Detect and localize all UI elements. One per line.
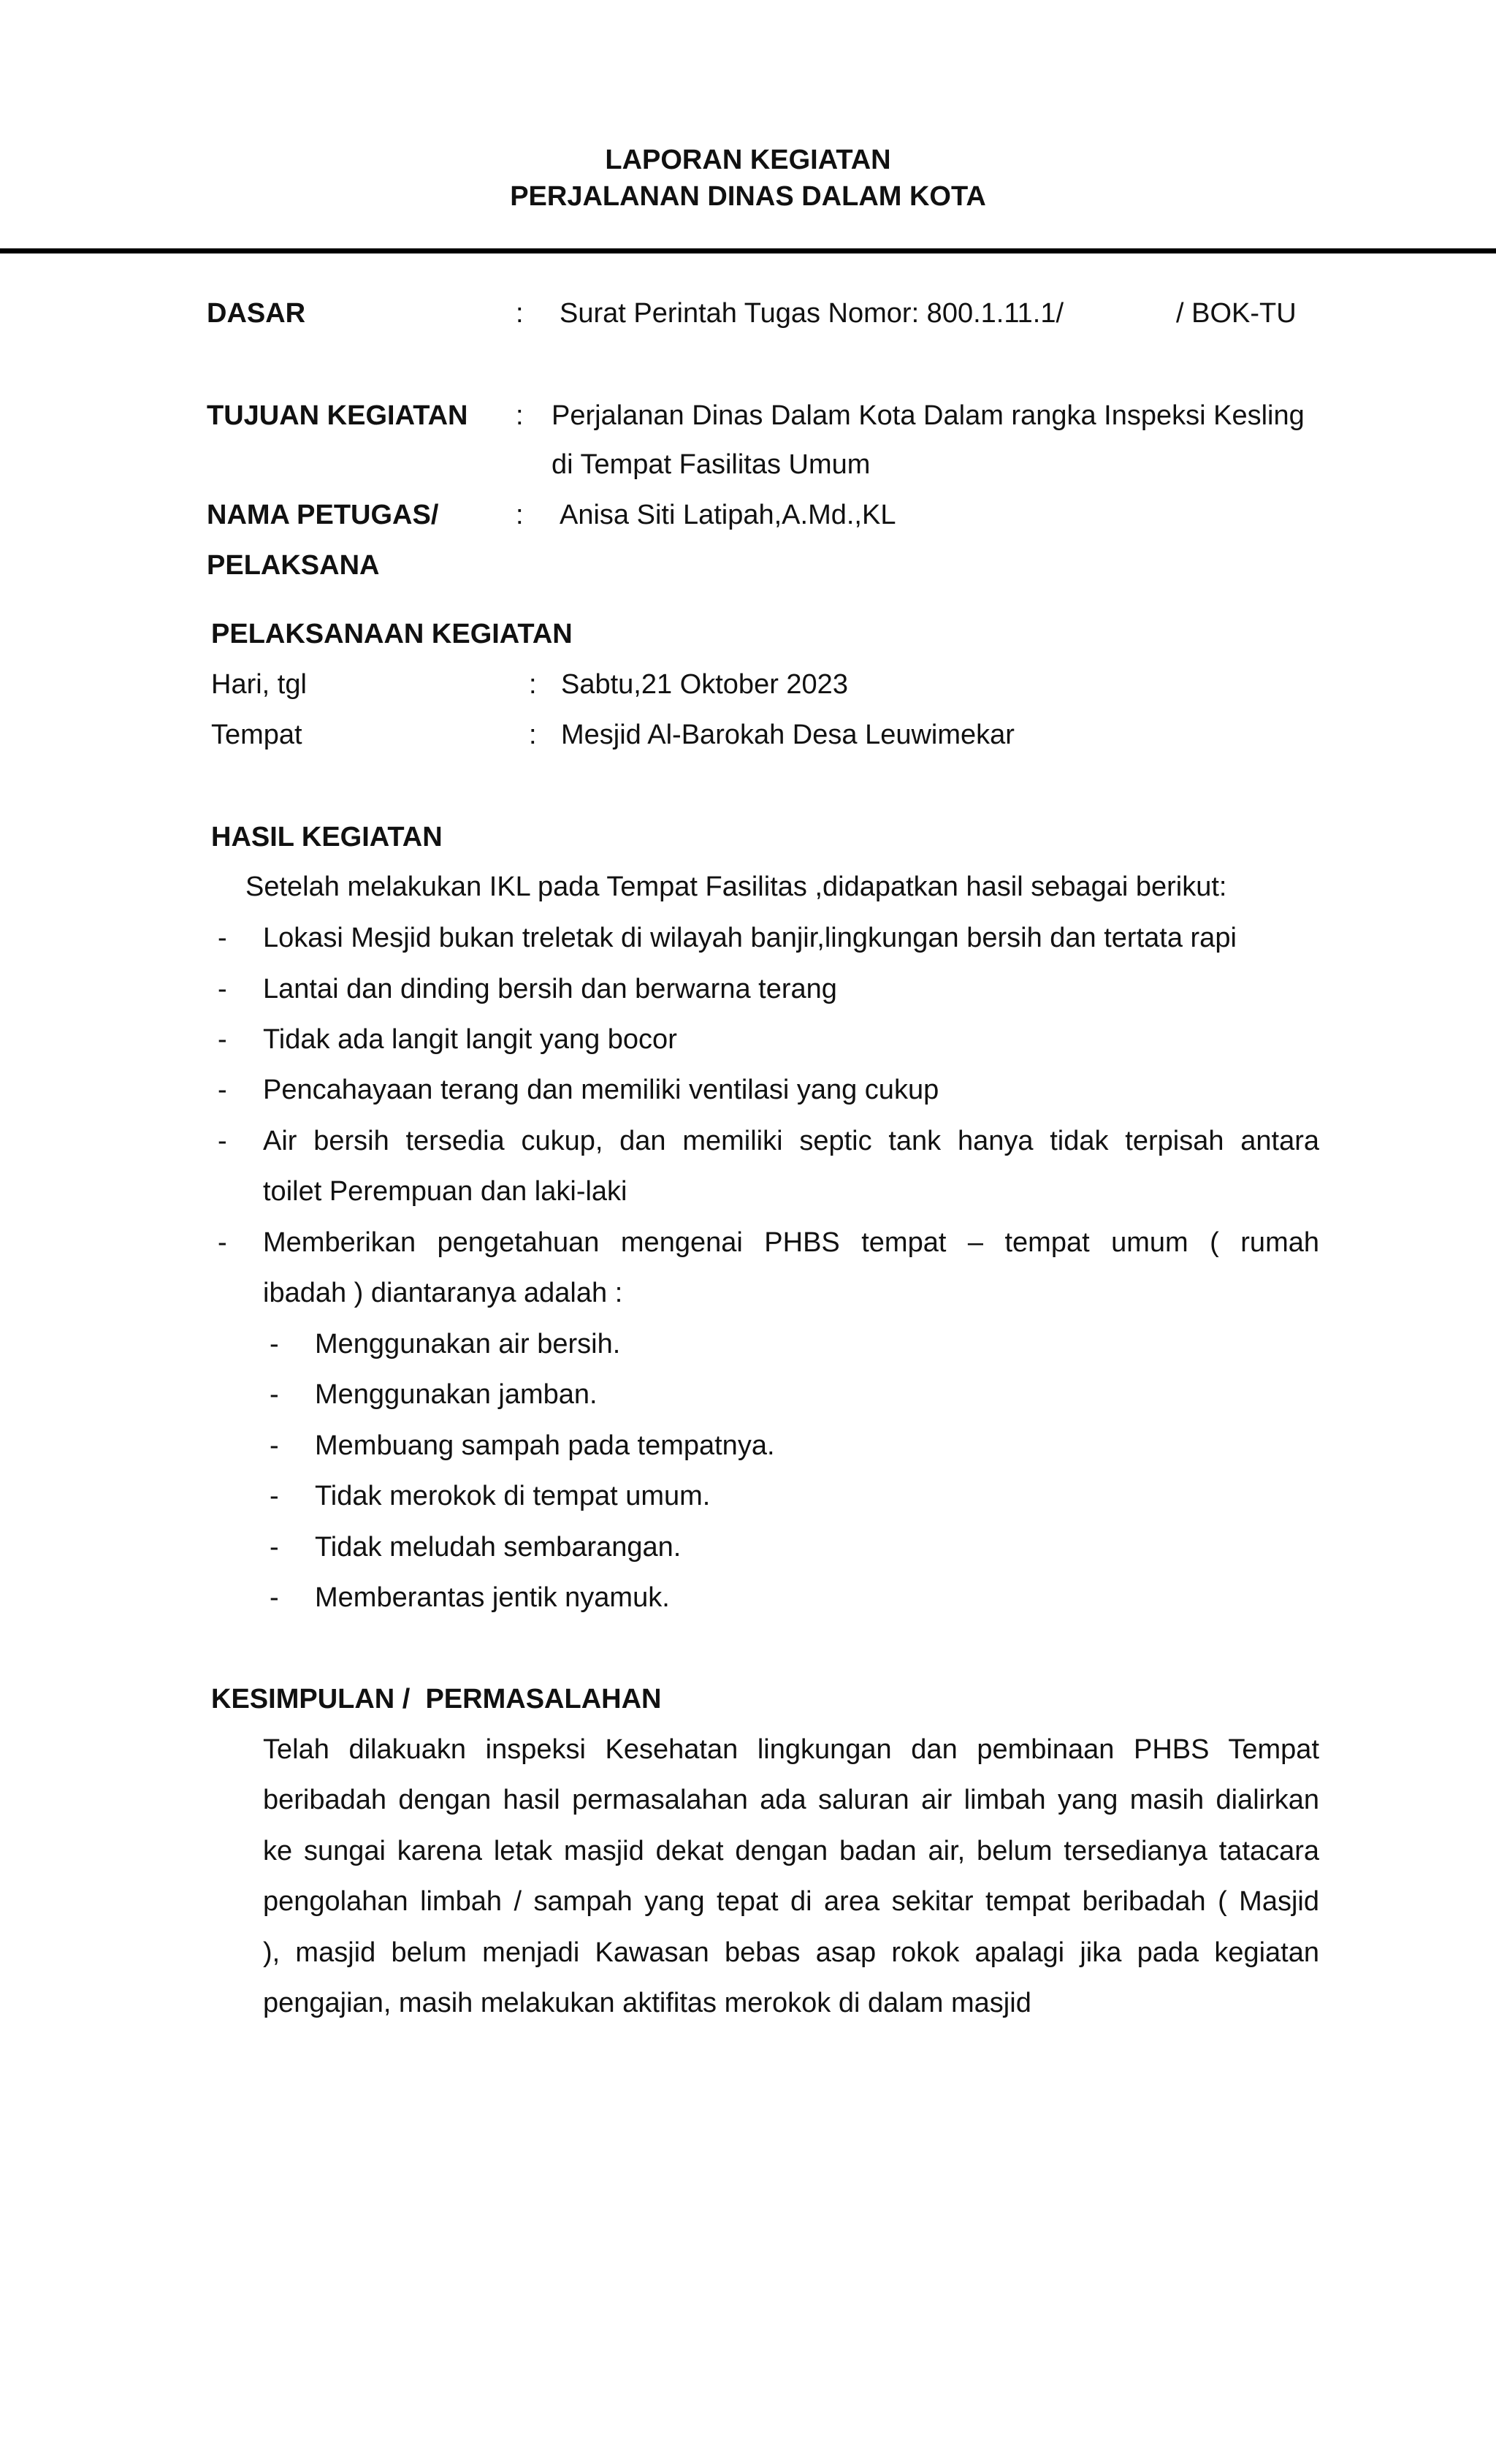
tujuan-value-line2: di Tempat Fasilitas Umum xyxy=(552,449,871,480)
sublist-item: Memberantas jentik nyamuk. xyxy=(315,1582,670,1613)
tempat-label: Tempat xyxy=(211,720,302,750)
sublist-item: Menggunakan jamban. xyxy=(315,1379,598,1410)
kesimpulan-line: ke sungai karena letak masjid dekat dengan badan air, belum tersedianya tatacara xyxy=(263,1836,1319,1866)
kesimpulan-heading: KESIMPULAN / PERMASALAHAN xyxy=(211,1684,662,1714)
sublist-item: Tidak meludah sembarangan. xyxy=(315,1532,682,1563)
hasil-intro: Setelah melakukan IKL pada Tempat Fasilitas ,didapatkan hasil sebagai berikut: xyxy=(245,871,1227,902)
report-title-line1: LAPORAN KEGIATAN xyxy=(605,145,891,175)
tujuan-value-line1: Perjalanan Dinas Dalam Kota Dalam rangka Inspeksi Kesling xyxy=(552,400,1305,431)
list-item-line2: ibadah ) diantaranya adalah : xyxy=(263,1278,623,1308)
sublist-item: Tidak merokok di tempat umum. xyxy=(315,1481,711,1511)
tujuan-colon: : xyxy=(516,400,524,431)
list-item-dash: - xyxy=(218,1126,227,1156)
sublist-item-dash: - xyxy=(270,1582,279,1613)
list-item-dash: - xyxy=(218,1075,227,1105)
hari-label: Hari, tgl xyxy=(211,669,307,700)
hari-colon: : xyxy=(529,669,537,700)
sublist-item-dash: - xyxy=(270,1481,279,1511)
kesimpulan-line: pengolahan limbah / sampah yang tepat di area sekitar tempat beribadah ( Masjid xyxy=(263,1886,1319,1917)
pelaksanaan-heading: PELAKSANAAN KEGIATAN xyxy=(211,619,573,649)
sublist-item-dash: - xyxy=(270,1532,279,1563)
dasar-label: DASAR xyxy=(207,298,306,329)
list-item-dash: - xyxy=(218,923,227,953)
sublist-item-dash: - xyxy=(270,1430,279,1461)
hasil-heading: HASIL KEGIATAN xyxy=(211,822,443,853)
petugas-label-line2: PELAKSANA xyxy=(207,550,380,581)
list-item-line2: toilet Perempuan dan laki-laki xyxy=(263,1176,627,1207)
list-item: Lantai dan dinding bersih dan berwarna terang xyxy=(263,974,837,1004)
sublist-item-dash: - xyxy=(270,1329,279,1359)
list-item-line1: Memberikan pengetahuan mengenai PHBS tempat – tempat umum ( rumah xyxy=(263,1227,1319,1258)
dasar-value: Surat Perintah Tugas Nomor: 800.1.11.1/ xyxy=(560,298,1064,329)
list-item: Lokasi Mesjid bukan treletak di wilayah banjir,lingkungan bersih dan tertata rapi xyxy=(263,923,1237,953)
list-item: Pencahayaan terang dan memiliki ventilasi yang cukup xyxy=(263,1075,939,1105)
list-item-dash: - xyxy=(218,1227,227,1258)
hari-value: Sabtu,21 Oktober 2023 xyxy=(561,669,848,700)
tempat-value: Mesjid Al-Barokah Desa Leuwimekar xyxy=(561,720,1015,750)
dasar-colon: : xyxy=(516,298,524,329)
kesimpulan-line: beribadah dengan hasil permasalahan ada saluran air limbah yang masih dialirkan xyxy=(263,1785,1319,1815)
title-divider xyxy=(0,248,1496,253)
list-item-line1: Air bersih tersedia cukup, dan memiliki septic tank hanya tidak terpisah antara xyxy=(263,1126,1319,1156)
petugas-label-line1: NAMA PETUGAS/ xyxy=(207,500,439,530)
dasar-value-suffix: / BOK-TU xyxy=(1176,298,1297,329)
report-title-line2: PERJALANAN DINAS DALAM KOTA xyxy=(510,181,986,212)
tujuan-label: TUJUAN KEGIATAN xyxy=(207,400,468,431)
petugas-colon: : xyxy=(516,500,524,530)
list-item: Tidak ada langit langit yang bocor xyxy=(263,1024,677,1055)
petugas-value: Anisa Siti Latipah,A.Md.,KL xyxy=(560,500,896,530)
list-item-dash: - xyxy=(218,1024,227,1055)
kesimpulan-line: pengajian, masih melakukan aktifitas merokok di dalam masjid xyxy=(263,1988,1031,2018)
sublist-item: Menggunakan air bersih. xyxy=(315,1329,621,1359)
sublist-item-dash: - xyxy=(270,1379,279,1410)
kesimpulan-line: ), masjid belum menjadi Kawasan bebas asap rokok apalagi jika pada kegiatan xyxy=(263,1937,1319,1968)
kesimpulan-line: Telah dilakuakn inspeksi Kesehatan lingkungan dan pembinaan PHBS Tempat xyxy=(263,1734,1319,1765)
sublist-item: Membuang sampah pada tempatnya. xyxy=(315,1430,775,1461)
list-item-dash: - xyxy=(218,974,227,1004)
tempat-colon: : xyxy=(529,720,537,750)
